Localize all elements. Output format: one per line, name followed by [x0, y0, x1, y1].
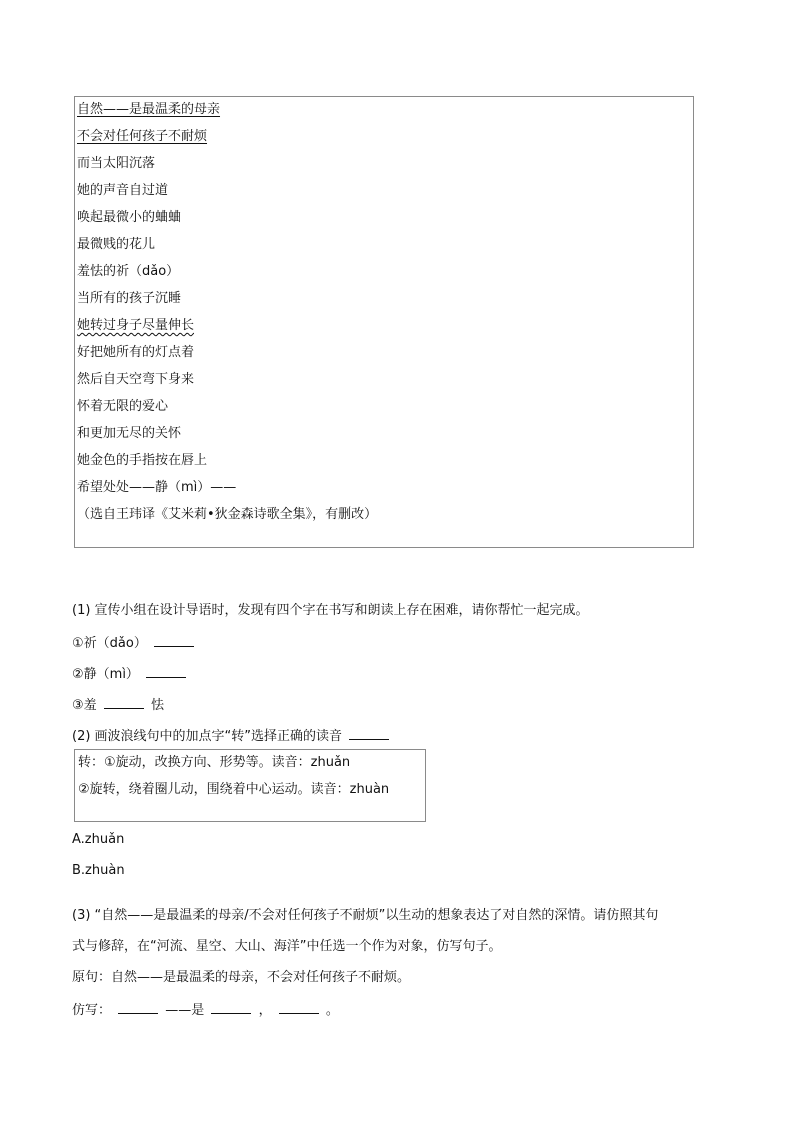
poem-line-14: 她金色的手指按在唇上 [77, 453, 208, 468]
poem-line-15: 希望处处——静（mì）—— [77, 480, 237, 495]
q2-blank[interactable] [349, 727, 389, 740]
poem-box [74, 96, 694, 548]
q1-item3-post: 怯 [150, 698, 164, 713]
q3-imitate-comma: ， [258, 1003, 272, 1018]
q1-item3-blank[interactable] [104, 696, 144, 709]
poem-line-3: 而当太阳沉落 [77, 156, 156, 171]
poem-line-11: 然后自天空弯下身来 [77, 372, 195, 387]
poem-line-12: 怀着无限的爱心 [77, 399, 169, 414]
q3-blank-1[interactable] [118, 1001, 158, 1014]
poem-line-2: 不会对任何孩子不耐烦 [77, 129, 208, 144]
definition-2: ②旋转，绕着圈儿动，围绕着中心运动。读音：zhuàn [78, 782, 390, 797]
q1-prompt: (1) 宣传小组在设计导语时，发现有四个字在书写和朗读上存在困难，请你帮忙一起完成。 [72, 603, 589, 618]
q3-original: 原句：自然——是最温柔的母亲，不会对任何孩子不耐烦。 [72, 970, 411, 985]
q1-item2-blank[interactable] [146, 665, 186, 678]
q2-option-b[interactable]: B.zhuàn [72, 863, 125, 878]
q3-prompt-line1: (3) “自然——是最温柔的母亲/不会对任何孩子不耐烦”以生动的想象表达了对自然的深情。请仿照其句 [72, 908, 659, 923]
poem-line-10: 好把她所有的灯点着 [77, 345, 195, 360]
q1-item1-blank[interactable] [154, 634, 194, 647]
q2-option-a[interactable]: A.zhuǎn [72, 832, 125, 847]
q3-imitate-row [72, 1001, 339, 1019]
q2-prompt: (2) 画波浪线句中的加点字“转”选择正确的读音 [72, 729, 343, 744]
q2-prompt-row [72, 727, 392, 745]
poem-line-1: 自然——是最温柔的母亲 [77, 102, 221, 117]
poem-line-9-wavy: 她转过身子尽量伸长 [77, 318, 195, 333]
q3-imitate-end: 。 [325, 1003, 339, 1018]
poem-line-6: 最微贱的花儿 [77, 237, 156, 252]
q1-item2-label: ②静（mì） [72, 667, 139, 682]
q1-item3-pre: ③羞 [72, 698, 97, 713]
poem-line-13: 和更加无尽的关怀 [77, 426, 182, 441]
q1-item2 [72, 665, 189, 683]
q1-item1-label: ①祈（dǎo） [72, 636, 147, 651]
q3-blank-2[interactable] [211, 1001, 251, 1014]
q1-item1 [72, 634, 197, 652]
poem-source: （选自王玮译《艾米莉•狄金森诗歌全集》，有删改） [77, 507, 378, 522]
q3-imitate-dash: ——是 [165, 1003, 205, 1018]
poem-line-7: 羞怯的祈（dǎo） [77, 264, 180, 279]
q3-imitate-label: 仿写： [72, 1003, 112, 1018]
definition-box [74, 749, 426, 822]
q3-prompt-line2: 式与修辞，在“河流、星空、大山、海洋”中任选一个作为对象，仿写句子。 [72, 939, 502, 954]
poem-line-8: 当所有的孩子沉睡 [77, 291, 182, 306]
q3-blank-3[interactable] [279, 1001, 319, 1014]
definition-1: 转：①旋动，改换方向、形势等。读音：zhuǎn [78, 755, 351, 770]
q1-item3 [72, 696, 164, 714]
poem-line-5: 唤起最微小的蛐蛐 [77, 210, 182, 225]
poem-line-4: 她的声音自过道 [77, 183, 169, 198]
